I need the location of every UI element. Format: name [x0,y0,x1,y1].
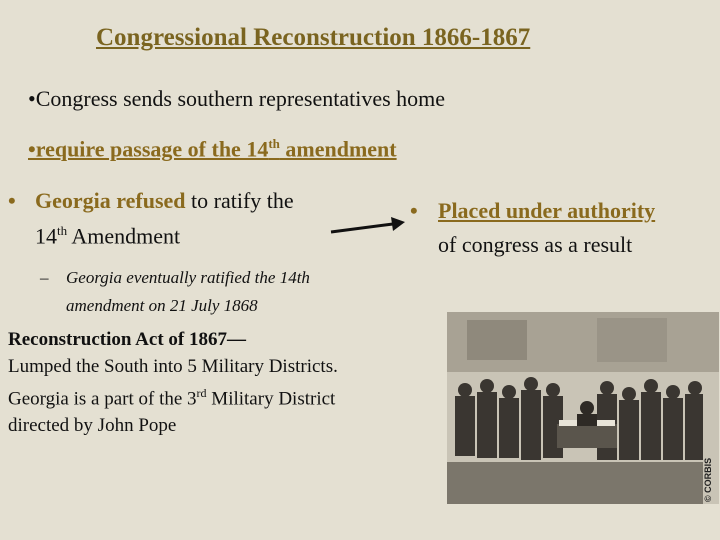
congress-result-text: of congress as a result [438,232,633,257]
bullet2-text-end: amendment [279,136,397,162]
historical-engraving-image [447,312,719,504]
reconstruction-act-heading: Reconstruction Act of 1867— [8,329,246,350]
georgia-refused-bullet [8,186,378,251]
john-pope-line: directed by John Pope [8,415,177,437]
third-district-superscript: rd [196,386,207,400]
bullet-dot: • [410,198,418,223]
engraving-illustration [447,312,719,504]
photo-credit: © CORBIS [703,457,713,502]
bullet-congress-sends-home: •Congress sends southern representatives home [28,86,446,111]
georgia-refused-highlight: Georgia refused [35,188,186,213]
placed-under-authority-link: Placed under authority [438,198,656,223]
georgia-ratified-sub-bullet [40,264,370,320]
slide-title: Congressional Reconstruction 1866-1867 [96,24,531,51]
third-district-text: Georgia is a part of the 3 [8,388,197,410]
bullet2-superscript: th [268,136,280,151]
reconstruction-act-block [8,326,418,439]
georgia-ratified-text: Georgia eventually ratified the 14th amendment on 21 July 1868 [66,268,310,315]
third-district-text-end: Military District [206,388,336,410]
dash-marker: – [40,268,49,287]
military-districts-line: Lumped the South into 5 Military Districts. [8,356,338,377]
bullet-dot: • [8,188,16,213]
right-arrow-icon [327,210,407,240]
placed-under-authority-text [438,194,720,262]
amendment-word: Amendment [67,223,181,249]
amendment-superscript: th [57,223,68,238]
placed-under-authority-bullet [410,194,720,262]
third-district-line [8,380,418,412]
amendment-number: 14 [35,223,57,249]
georgia-refused-rest: to ratify the [185,188,294,213]
bullet-require-14th-amendment [28,136,397,162]
bullet2-text: •require passage of the 14 [28,136,269,162]
